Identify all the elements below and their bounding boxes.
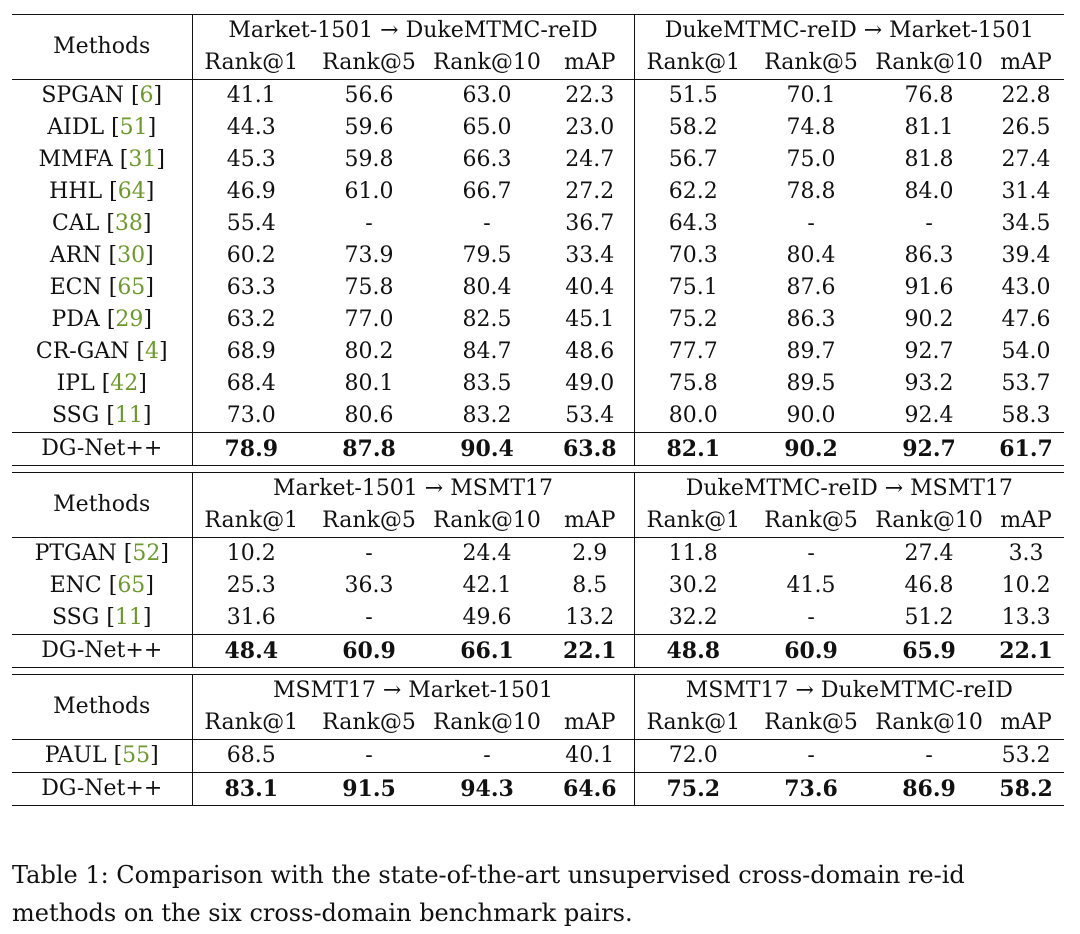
value-cell: 84.0 — [904, 179, 954, 204]
method-label: ECN — [49, 275, 102, 300]
value-cell-best: 91.5 — [310, 773, 428, 806]
value-cell: 36.3 — [344, 573, 394, 598]
value-cell: 24.7 — [546, 144, 634, 176]
value-cell: 54.0 — [1001, 339, 1051, 364]
value-cell: 22.8 — [1001, 83, 1051, 108]
value-cell: 53.4 — [546, 400, 634, 433]
table-row — [12, 368, 1064, 400]
value-cell-best: 78.9 — [192, 433, 310, 466]
value-cell: 53.2 — [1001, 743, 1051, 768]
group-header: DukeMTMC-reID → MSMT17 — [685, 476, 1013, 501]
value-cell: 65.0 — [462, 115, 512, 140]
citation-link[interactable]: 52 — [132, 541, 161, 566]
value-cell: 68.4 — [226, 371, 276, 396]
value-cell: 86.3 — [786, 307, 836, 332]
metric-header: mAP — [546, 707, 634, 740]
value-cell: 34.5 — [1001, 211, 1051, 236]
value-cell: 10.2 — [1001, 573, 1051, 598]
value-cell: 80.6 — [344, 403, 394, 428]
metric-header: Rank@10 — [428, 707, 546, 740]
value-cell: 75.1 — [668, 275, 718, 300]
metric-header: Rank@1 — [634, 707, 752, 740]
citation-link[interactable]: 29 — [115, 307, 144, 332]
value-cell: 80.4 — [462, 275, 512, 300]
method-name: ENC [65] — [12, 570, 192, 602]
metric-header: Rank@5 — [310, 47, 428, 80]
value-cell: 70.3 — [668, 243, 718, 268]
metric-header: Rank@5 — [310, 505, 428, 538]
value-cell: 61.0 — [344, 179, 394, 204]
value-cell: 89.5 — [786, 371, 836, 396]
table-row — [12, 144, 1064, 176]
value-cell: 39.4 — [1001, 243, 1051, 268]
method-name: DG-Net++ — [12, 433, 192, 466]
value-cell: 41.5 — [786, 573, 836, 598]
value-cell: 73.9 — [344, 243, 394, 268]
value-cell: 51.5 — [668, 83, 718, 108]
value-cell: 93.2 — [904, 371, 954, 396]
value-cell: 53.7 — [1001, 371, 1051, 396]
value-cell: 31.4 — [1001, 179, 1051, 204]
metric-header: Rank@5 — [752, 505, 870, 538]
value-cell-best: 48.4 — [192, 635, 310, 668]
value-cell: 63.3 — [226, 275, 276, 300]
value-cell: 68.9 — [226, 339, 276, 364]
value-cell: 75.2 — [668, 307, 718, 332]
value-cell: 63.0 — [462, 83, 512, 108]
value-cell: 45.3 — [226, 147, 276, 172]
value-cell: 59.6 — [344, 115, 394, 140]
value-cell: 59.8 — [344, 147, 394, 172]
value-cell-best: 60.9 — [752, 635, 870, 668]
method-label: CR-GAN — [35, 339, 130, 364]
value-cell: 80.0 — [668, 403, 718, 428]
method-name: CAL [38] — [12, 208, 192, 240]
metric-header: Rank@10 — [428, 47, 546, 80]
citation-link[interactable]: 38 — [114, 211, 143, 236]
results-tables — [12, 14, 1064, 806]
results-table-3 — [12, 674, 1064, 806]
value-cell-best: 94.3 — [428, 773, 546, 806]
value-cell: 75.8 — [668, 371, 718, 396]
table-row — [12, 336, 1064, 368]
value-cell-best: 87.8 — [310, 433, 428, 466]
value-cell: 92.7 — [904, 339, 954, 364]
header-row-groups — [12, 675, 1064, 708]
metric-header: Rank@1 — [192, 707, 310, 740]
citation-link[interactable]: 6 — [139, 83, 154, 108]
table-row — [12, 570, 1064, 602]
methods-header: Methods — [12, 15, 192, 80]
value-cell: 58.3 — [1001, 403, 1051, 428]
metric-header: mAP — [988, 707, 1064, 740]
value-cell: 66.3 — [462, 147, 512, 172]
value-cell: 43.0 — [1001, 275, 1051, 300]
value-cell: 41.1 — [226, 83, 276, 108]
metric-header: Rank@10 — [870, 505, 988, 538]
method-label: ENC — [49, 573, 102, 598]
value-cell: 74.8 — [786, 115, 836, 140]
citation-link[interactable]: 42 — [110, 371, 139, 396]
metric-header: Rank@5 — [310, 707, 428, 740]
table-row — [12, 272, 1064, 304]
table-row-ours — [12, 635, 1064, 668]
value-cell: 73.0 — [226, 403, 276, 428]
value-cell: 62.2 — [668, 179, 718, 204]
method-name: ECN [65] — [12, 272, 192, 304]
value-cell: 77.7 — [668, 339, 718, 364]
value-cell: 82.5 — [462, 307, 512, 332]
value-cell: 81.1 — [904, 115, 954, 140]
metric-header: Rank@1 — [192, 47, 310, 80]
value-cell: 72.0 — [668, 743, 718, 768]
method-name: ARN [30] — [12, 240, 192, 272]
value-cell-best: 92.7 — [870, 433, 988, 466]
value-cell: - — [483, 211, 491, 236]
table-row — [12, 538, 1064, 571]
metric-header: mAP — [988, 505, 1064, 538]
value-cell: 58.2 — [668, 115, 718, 140]
methods-header: Methods — [12, 473, 192, 538]
citation-link[interactable]: 51 — [119, 115, 148, 140]
metric-header: Rank@1 — [634, 505, 752, 538]
header-row-groups — [12, 473, 1064, 506]
value-cell: 80.1 — [344, 371, 394, 396]
value-cell-best: 86.9 — [870, 773, 988, 806]
value-cell: 40.4 — [546, 272, 634, 304]
method-label: PDA — [51, 307, 100, 332]
value-cell: 27.4 — [1001, 147, 1051, 172]
method-name: IPL [42] — [12, 368, 192, 400]
value-cell: 90.0 — [786, 403, 836, 428]
value-cell: 56.6 — [344, 83, 394, 108]
value-cell: 89.7 — [786, 339, 836, 364]
method-name: CR-GAN [4] — [12, 336, 192, 368]
value-cell-best: 60.9 — [310, 635, 428, 668]
method-name: AIDL [51] — [12, 112, 192, 144]
metric-header: Rank@5 — [752, 707, 870, 740]
value-cell-best: 83.1 — [192, 773, 310, 806]
value-cell-best: 82.1 — [634, 433, 752, 466]
value-cell: - — [807, 605, 815, 630]
value-cell-best: 22.1 — [546, 635, 634, 668]
value-cell: 47.6 — [1001, 307, 1051, 332]
value-cell: 27.2 — [546, 176, 634, 208]
method-label: MMFA — [38, 147, 113, 172]
value-cell: 10.2 — [226, 541, 276, 566]
value-cell: 87.6 — [786, 275, 836, 300]
value-cell: 31.6 — [226, 605, 276, 630]
value-cell: - — [365, 605, 373, 630]
value-cell-best: 48.8 — [634, 635, 752, 668]
group-header: MSMT17 → DukeMTMC-reID — [685, 678, 1013, 703]
method-name: PAUL [55] — [12, 740, 192, 773]
method-label: SSG — [51, 605, 100, 630]
value-cell: 92.4 — [904, 403, 954, 428]
value-cell-best: 90.4 — [428, 433, 546, 466]
value-cell: 40.1 — [546, 740, 634, 773]
metric-header: Rank@5 — [752, 47, 870, 80]
value-cell: 42.1 — [462, 573, 512, 598]
citation-link[interactable]: 11 — [114, 605, 143, 630]
method-name: PDA [29] — [12, 304, 192, 336]
value-cell: 83.2 — [462, 403, 512, 428]
value-cell: 3.3 — [1008, 541, 1044, 566]
value-cell: 55.4 — [226, 211, 276, 236]
citation-link[interactable]: 65 — [117, 275, 146, 300]
method-label: PTGAN — [34, 541, 117, 566]
metric-header: mAP — [546, 505, 634, 538]
citation-link[interactable]: 55 — [122, 743, 151, 768]
value-cell: 68.5 — [226, 743, 276, 768]
value-cell: - — [365, 211, 373, 236]
value-cell-best: 61.7 — [988, 433, 1064, 466]
table-row-ours — [12, 773, 1064, 806]
group-header: Market-1501 → MSMT17 — [192, 473, 634, 506]
value-cell: 75.8 — [344, 275, 394, 300]
method-label: SPGAN — [41, 83, 124, 108]
method-label: ARN — [49, 243, 102, 268]
method-name: DG-Net++ — [12, 773, 192, 806]
table-caption: Table 1: Comparison with the state-of-the-art unsupervised cross-domain re-id methods on the six cross-domain benchmark pairs. — [12, 861, 965, 927]
metric-header: Rank@10 — [870, 47, 988, 80]
value-cell: 56.7 — [668, 147, 718, 172]
value-cell: - — [807, 541, 815, 566]
table-row — [12, 240, 1064, 272]
value-cell: 8.5 — [546, 570, 634, 602]
value-cell: 60.2 — [226, 243, 276, 268]
group-header: DukeMTMC-reID → Market-1501 — [664, 18, 1034, 43]
citation-link[interactable]: 31 — [128, 147, 157, 172]
table-row — [12, 400, 1064, 433]
metric-header: Rank@10 — [428, 505, 546, 538]
method-name: PTGAN [52] — [12, 538, 192, 571]
value-cell: 11.8 — [668, 541, 718, 566]
value-cell-best: 58.2 — [988, 773, 1064, 806]
group-header: Market-1501 → DukeMTMC-reID — [192, 15, 634, 48]
value-cell: 46.9 — [226, 179, 276, 204]
value-cell: 24.4 — [462, 541, 512, 566]
metric-header: mAP — [988, 47, 1064, 80]
value-cell: 80.2 — [344, 339, 394, 364]
results-table-2 — [12, 472, 1064, 668]
method-label: SSG — [51, 403, 100, 428]
value-cell: 77.0 — [344, 307, 394, 332]
value-cell: 63.2 — [226, 307, 276, 332]
value-cell: 81.8 — [904, 147, 954, 172]
value-cell: 83.5 — [462, 371, 512, 396]
method-name: SSG [11] — [12, 602, 192, 635]
citation-link[interactable]: 65 — [117, 573, 146, 598]
table-row — [12, 208, 1064, 240]
method-name: MMFA [31] — [12, 144, 192, 176]
value-cell: - — [925, 211, 933, 236]
method-label: HHL — [49, 179, 103, 204]
metric-header: Rank@1 — [192, 505, 310, 538]
value-cell: 36.7 — [546, 208, 634, 240]
value-cell: - — [483, 743, 491, 768]
value-cell: 86.3 — [904, 243, 954, 268]
method-name: DG-Net++ — [12, 635, 192, 668]
value-cell: 70.1 — [786, 83, 836, 108]
value-cell-best: 22.1 — [988, 635, 1064, 668]
value-cell: 13.3 — [1001, 605, 1051, 630]
value-cell: - — [807, 211, 815, 236]
value-cell: 45.1 — [546, 304, 634, 336]
results-table-1 — [12, 14, 1064, 466]
value-cell: 91.6 — [904, 275, 954, 300]
table-row — [12, 602, 1064, 635]
methods-header: Methods — [12, 675, 192, 740]
value-cell-best: 73.6 — [752, 773, 870, 806]
value-cell: 84.7 — [462, 339, 512, 364]
citation-link[interactable]: 11 — [114, 403, 143, 428]
value-cell-best: 65.9 — [870, 635, 988, 668]
value-cell: 32.2 — [668, 605, 718, 630]
method-label: IPL — [56, 371, 95, 396]
value-cell-best: 66.1 — [428, 635, 546, 668]
value-cell: 90.2 — [904, 307, 954, 332]
table-row — [12, 80, 1064, 113]
value-cell: 22.3 — [546, 80, 634, 113]
value-cell: 80.4 — [786, 243, 836, 268]
value-cell: 44.3 — [226, 115, 276, 140]
value-cell-best: 75.2 — [634, 773, 752, 806]
method-name: SSG [11] — [12, 400, 192, 433]
metric-header: Rank@1 — [634, 47, 752, 80]
value-cell: 13.2 — [546, 602, 634, 635]
value-cell: 75.0 — [786, 147, 836, 172]
table-row — [12, 176, 1064, 208]
value-cell: - — [807, 743, 815, 768]
value-cell: - — [365, 743, 373, 768]
value-cell: 48.6 — [546, 336, 634, 368]
method-label: AIDL — [47, 115, 105, 140]
value-cell: 27.4 — [904, 541, 954, 566]
header-row-groups — [12, 15, 1064, 48]
value-cell: 49.0 — [546, 368, 634, 400]
method-label: PAUL — [44, 743, 107, 768]
value-cell: 51.2 — [904, 605, 954, 630]
metric-header: Rank@10 — [870, 707, 988, 740]
method-name: SPGAN [6] — [12, 80, 192, 113]
table-row — [12, 740, 1064, 773]
group-header: MSMT17 → Market-1501 — [192, 675, 634, 708]
value-cell: 66.7 — [462, 179, 512, 204]
value-cell: - — [365, 541, 373, 566]
value-cell-best: 90.2 — [752, 433, 870, 466]
table-row-ours — [12, 433, 1064, 466]
value-cell: 25.3 — [226, 573, 276, 598]
value-cell: 23.0 — [546, 112, 634, 144]
value-cell: 49.6 — [462, 605, 512, 630]
citation-link[interactable]: 4 — [145, 339, 160, 364]
metric-header: mAP — [546, 47, 634, 80]
method-name: HHL [64] — [12, 176, 192, 208]
value-cell: 46.8 — [904, 573, 954, 598]
value-cell: 33.4 — [546, 240, 634, 272]
value-cell: 78.8 — [786, 179, 836, 204]
citation-link[interactable]: 64 — [117, 179, 146, 204]
value-cell: 26.5 — [1001, 115, 1051, 140]
value-cell: 30.2 — [668, 573, 718, 598]
value-cell: - — [925, 743, 933, 768]
table-row — [12, 112, 1064, 144]
citation-link[interactable]: 30 — [117, 243, 146, 268]
value-cell: 2.9 — [546, 538, 634, 571]
table-row — [12, 304, 1064, 336]
method-label: CAL — [51, 211, 100, 236]
value-cell-best: 64.6 — [546, 773, 634, 806]
value-cell-best: 63.8 — [546, 433, 634, 466]
value-cell: 64.3 — [668, 211, 718, 236]
value-cell: 79.5 — [462, 243, 512, 268]
value-cell: 76.8 — [904, 83, 954, 108]
